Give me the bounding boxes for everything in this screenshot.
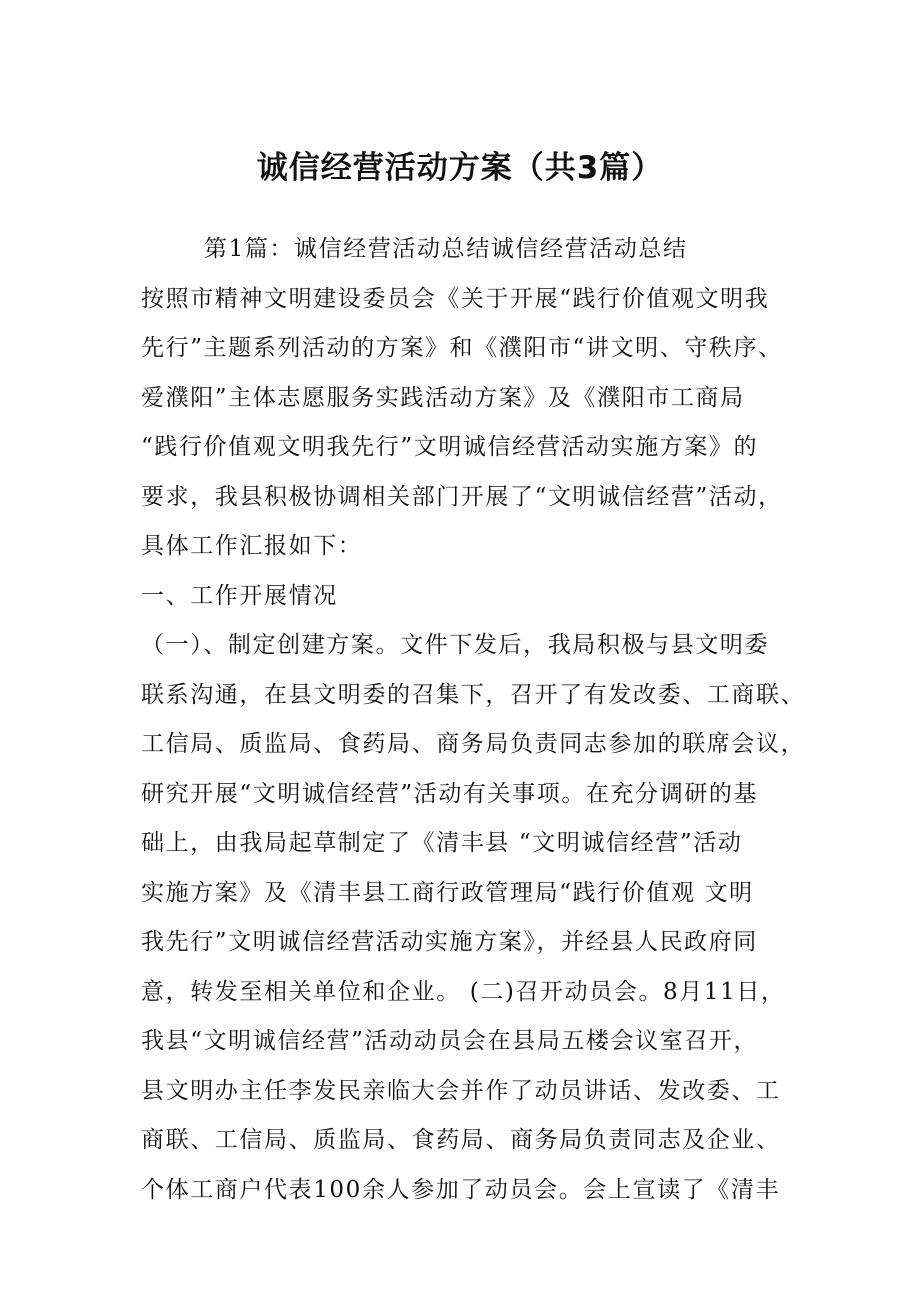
section-heading: 第1篇：诚信经营活动总结诚信经营活动总结 [204, 236, 688, 262]
text-line: 按照市精神文明建设委员会《关于开展“践行价值观文明我 [141, 285, 770, 312]
text-line: 工信局、质监局、食药局、商务局负责同志参加的联席会议， [141, 731, 806, 757]
text-line: 要求，我县积极协调相关部门开展了“文明诚信经营”活动， [141, 483, 783, 510]
text-line: 先行”主题系列活动的方案》和《濮阳市“讲文明、守秩序、 [141, 335, 783, 361]
text-line: 研究开展“文明诚信经营”活动有关事项。在充分调研的基 [141, 780, 759, 807]
text-line: 实施方案》及《清丰县工商行政管理局“践行价值观 文明 [141, 879, 754, 906]
subsection-heading: 一、工作开展情况 [141, 582, 338, 609]
text-line: 爱濮阳”主体志愿服务实践活动方案》及《濮阳市工商局 [141, 384, 745, 411]
text-line: 商联、工信局、质监局、食药局、商务局负责同志及企业、 [141, 1127, 781, 1153]
text-line: 联系沟通，在县文明委的召集下，召开了有发改委、工商联、 [141, 681, 806, 708]
text-line: 意，转发至相关单位和企业。 (二)召开动员会。8月11日， [141, 978, 786, 1005]
text-line: “践行价值观文明我先行”文明诚信经营活动实施方案》的 [141, 434, 759, 460]
text-line: 我先行”文明诚信经营活动实施方案》，并经县人民政府同 [141, 929, 758, 955]
text-line: 县文明办主任李发民亲临大会并作了动员讲话、发改委、工 [141, 1077, 781, 1104]
text-line: （一）、制定创建方案。文件下发后，我局积极与县文明委 [141, 632, 770, 658]
text-line: 我县“文明诚信经营”活动动员会在县局五楼会议室召开， [141, 1028, 759, 1054]
text-line: 个体工商户代表100余人参加了动员会。会上宣读了《清丰 [141, 1176, 781, 1203]
document-title: 诚信经营活动方案（共3篇） [256, 150, 664, 186]
document-body [141, 230, 806, 1220]
text-line: 具体工作汇报如下： [141, 533, 363, 559]
text-line: 础上，由我局起草制定了《清丰县 “文明诚信经营”活动 [141, 830, 743, 856]
